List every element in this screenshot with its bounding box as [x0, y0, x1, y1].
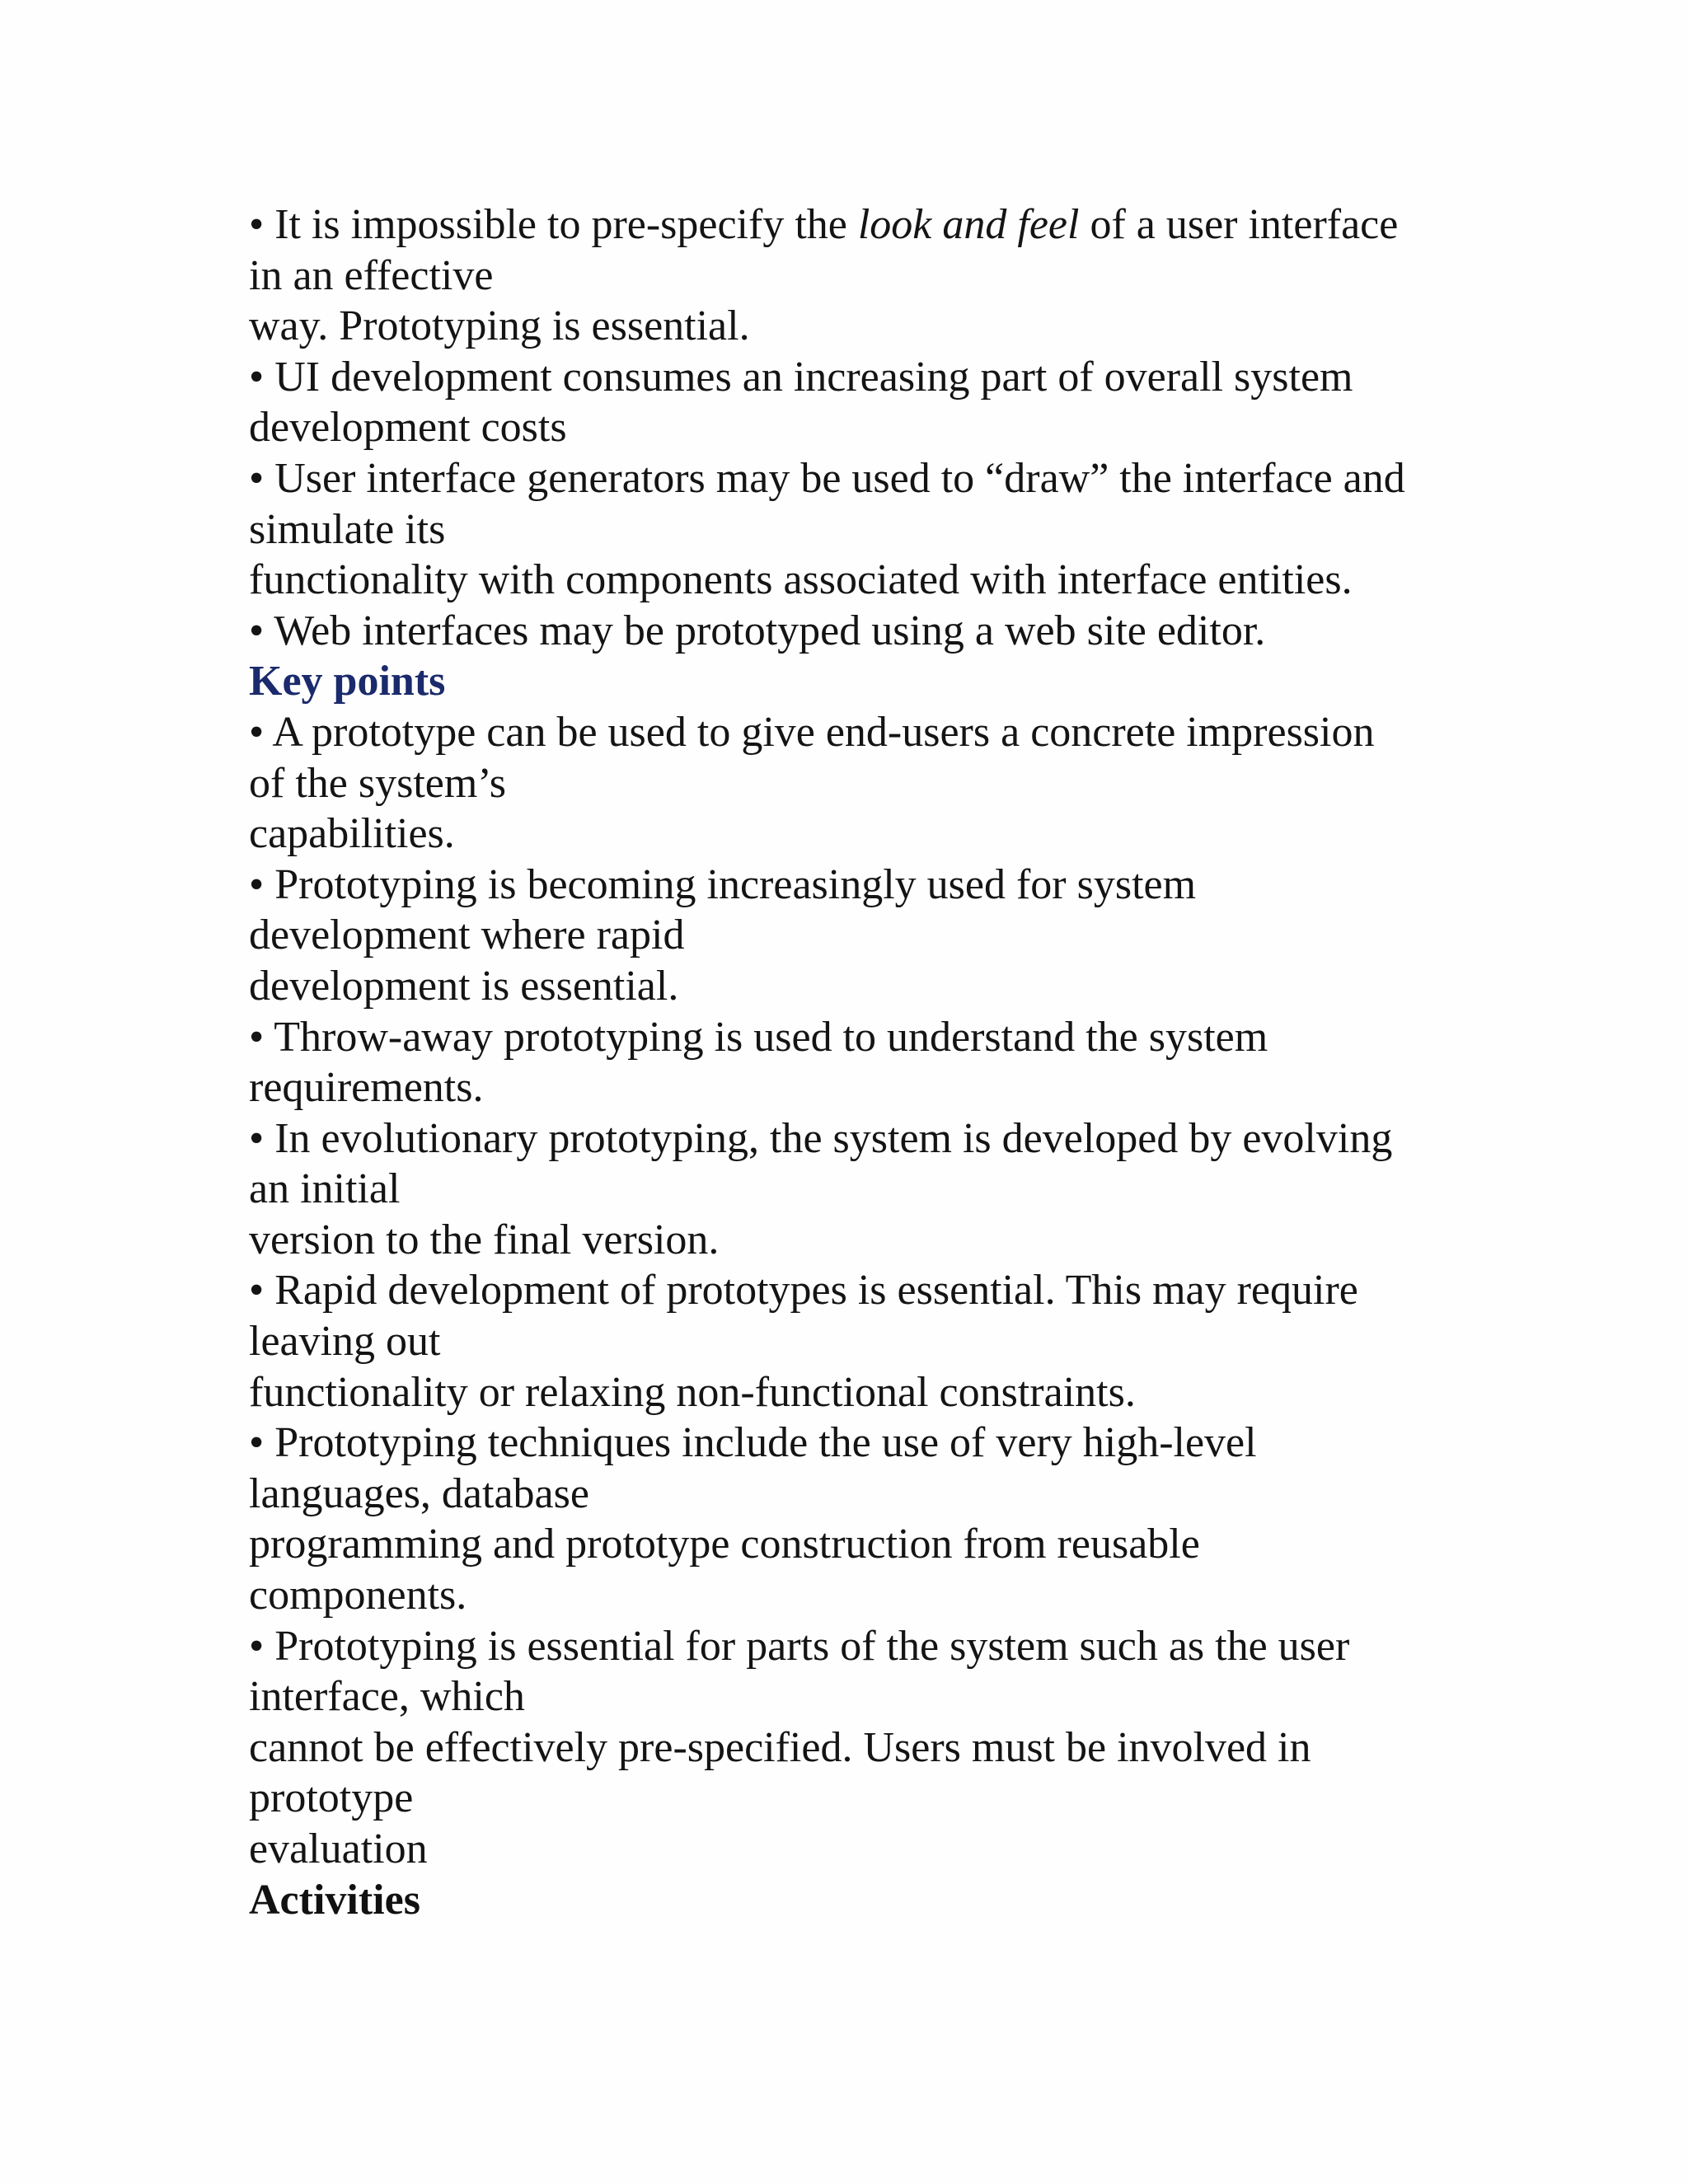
italic-phrase: look and feel: [857, 201, 1080, 248]
text-line: of the system’s: [249, 759, 506, 807]
text-line: development is essential.: [249, 962, 679, 1010]
text-line-1: [249, 199, 1469, 251]
document-body: [249, 199, 1469, 1925]
text-line: version to the final version.: [249, 1216, 720, 1263]
section-heading-activities: Activities: [249, 1876, 420, 1924]
text-line: functionality or relaxing non-functional constraints.: [249, 1368, 1136, 1416]
text-line: leaving out: [249, 1318, 441, 1366]
text-line: way. Prototyping is essential.: [249, 302, 750, 350]
text-line: cannot be effectively pre-specified. Users must be involved in: [249, 1723, 1311, 1771]
text-line: • Prototyping is becoming increasingly used for system: [249, 860, 1197, 908]
text-line: prototype: [249, 1774, 414, 1822]
text-line: interface, which: [249, 1673, 525, 1721]
text-line: simulate its: [249, 505, 446, 553]
text-line: • Web interfaces may be prototyped using a web site editor.: [249, 607, 1266, 654]
text-line: • User interface generators may be used to “draw” the interface and: [249, 454, 1405, 502]
text-line: evaluation: [249, 1825, 428, 1872]
text-line: capabilities.: [249, 810, 455, 858]
text-line: • In evolutionary prototyping, the system is developed by evolving: [249, 1114, 1393, 1162]
section-heading-key-points: Key points: [249, 658, 446, 705]
text-line: in an effective: [249, 251, 494, 299]
text-line: • Throw-away prototyping is used to understand the system: [249, 1013, 1268, 1061]
text-line: languages, database: [249, 1469, 589, 1517]
text-line: programming and prototype construction from reusable: [249, 1521, 1200, 1568]
text-line: • Rapid development of prototypes is essential. This may require: [249, 1267, 1358, 1315]
text-line: functionality with components associated with interface entities.: [249, 556, 1353, 604]
text-span: of a user interface: [1079, 201, 1399, 248]
text-line: components.: [249, 1572, 467, 1619]
text-line: development where rapid: [249, 912, 685, 959]
text-line: requirements.: [249, 1064, 484, 1112]
text-line: development costs: [249, 404, 567, 452]
text-line: • Prototyping is essential for parts of the system such as the user: [249, 1622, 1350, 1670]
text-line: • Prototyping techniques include the use of very high-level: [249, 1419, 1257, 1467]
text-line: • UI development consumes an increasing part of overall system: [249, 353, 1353, 401]
text-span: • It is impossible to pre-specify the: [249, 201, 858, 248]
text-line: • A prototype can be used to give end-users a concrete impression: [249, 708, 1375, 756]
text-line: an initial: [249, 1165, 401, 1213]
